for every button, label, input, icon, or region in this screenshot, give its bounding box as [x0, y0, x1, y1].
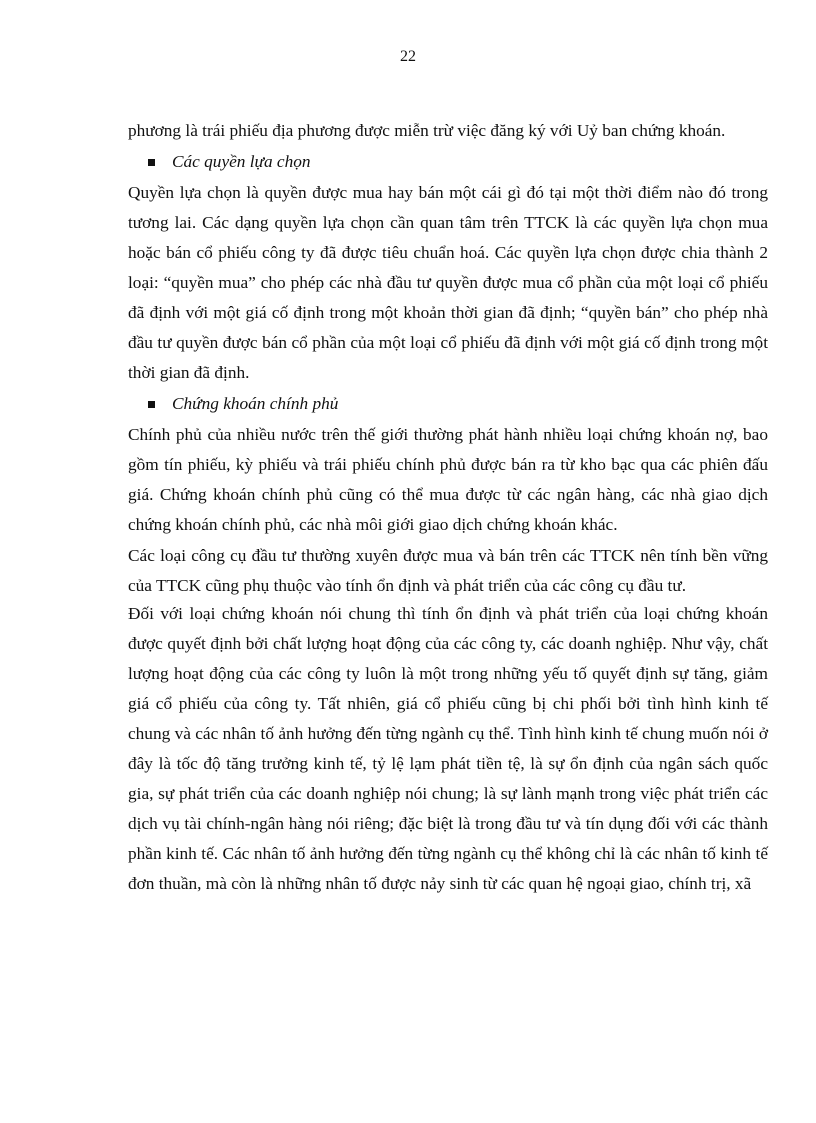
heading-options: Các quyền lựa chọn	[172, 152, 311, 171]
bullet-heading-options	[148, 147, 768, 177]
document-body	[128, 116, 768, 899]
paragraph-3: Chính phủ của nhiều nước trên thế giới thường phát hành nhiều loại chứng khoán nợ, bao gồm tín phiếu, kỳ phiếu và trái phiếu chính phủ được bán ra từ kho bạc qua các phiên đấu giá. Chứng khoán chính phủ cũng có thể mua được từ các ngân hàng, các nhà giao dịch chứng khoán chính phủ, các nhà môi giới giao dịch chứng khoán khác.	[128, 425, 768, 534]
paragraph-5: Đối với loại chứng khoán nói chung thì tính ổn định và phát triển của loại chứng khoán được quyết định bởi chất lượng hoạt động của các công ty, các doanh nghiệp. Như vậy, chất lượng hoạt động của các công ty luôn là một trong những yếu tố quyết định sự tăng, giảm giá cổ phiếu của công ty. Tất nhiên, giá cổ phiếu cũng bị chi phối bởi tình hình kinh tế chung và các nhân tố ảnh hưởng đến từng ngành cụ thể. Tình hình kinh tế chung muốn nói ở đây là tốc độ tăng trưởng kinh tế, tỷ lệ lạm phát tiền tệ, là sự ổn định của ngân sách quốc gia, sự phát triển của các doanh nghiệp nói chung; là sự lành mạnh trong việc phát triển các dịch vụ tài chính-ngân hàng nói riêng; đặc biệt là trong đầu tư và tín dụng đối với các thành phần kinh tế. Các nhân tố ảnh hưởng đến từng ngành cụ thể không chỉ là các nhân tố kinh tế đơn thuần, mà còn là những nhân tố được nảy sinh từ các quan hệ ngoại giao, chính trị, xã	[128, 604, 768, 893]
heading-government-securities: Chứng khoán chính phủ	[172, 394, 339, 413]
paragraph-1: phương là trái phiếu địa phương được miễn trừ việc đăng ký với Uỷ ban chứng khoán.	[128, 121, 726, 140]
square-bullet-icon	[148, 159, 155, 166]
square-bullet-icon	[148, 401, 155, 408]
paragraph-4: Các loại công cụ đầu tư thường xuyên được mua và bán trên các TTCK nên tính bền vững của TTCK cũng phụ thuộc vào tính ổn định và phát triển của các công cụ đầu tư.	[128, 546, 768, 595]
bullet-heading-government-securities	[148, 389, 768, 419]
paragraph-2: Quyền lựa chọn là quyền được mua hay bán một cái gì đó tại một thời điểm nào đó trong tương lai. Các dạng quyền lựa chọn cần quan tâm trên TTCK là các quyền lựa chọn mua hoặc bán cổ phiếu công ty đã được tiêu chuẩn hoá. Các quyền lựa chọn được chia thành 2 loại: “quyền mua” cho phép các nhà đầu tư quyền được mua cổ phần của một loại cổ phiếu đã định với một giá cố định trong một khoản thời gian đã định; “quyền bán” cho phép nhà đầu tư quyền được bán cổ phần của một loại cổ phiếu đã định với một giá cố định trong một thời gian đã định.	[128, 183, 768, 382]
page-number: 22	[400, 48, 416, 65]
